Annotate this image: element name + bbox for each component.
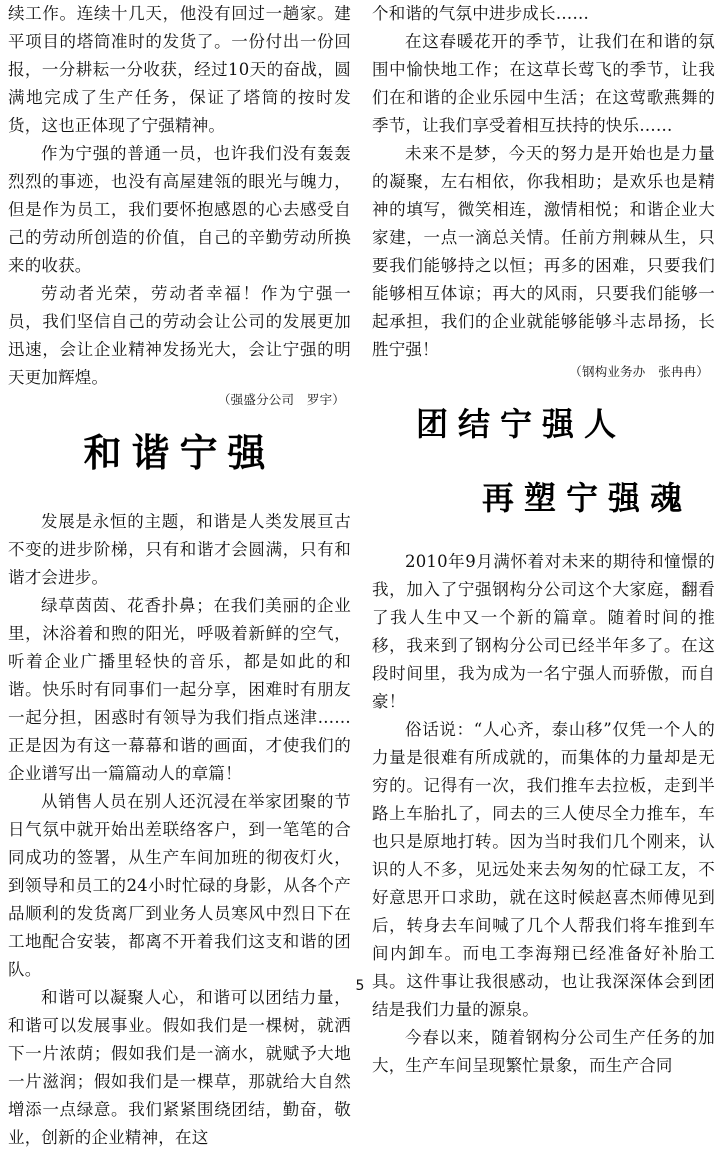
continued-paragraph-3: 未来不是梦，今天的努力是开始也是力量的凝聚，左右相依，你我相助；是欢乐也是精神的填写，微笑相连，激情相悦；和谐企业大家建，一点一滴总关情。任前方荆棘从生，只要我们能够持之以恒；再多的困难，只要我们能够相互体谅；再大的风雨，只要我们能够一起承担，我们的企业就能够能够斗志昂扬，长胜宁强！ — [372, 144, 715, 359]
continued-paragraph-1: 续工作。连续十几天，他没有回过一趟家。建平项目的塔筒准时的发货了。一份付出一份回报，一分耕耘一分收获，经过10天的奋战，圆满地完成了生产任务，保证了塔筒的按时发货，这也正体现了宁强精神。 — [8, 4, 351, 135]
article-paragraph-2: 绿草茵茵、花香扑鼻；在我们美丽的企业里，沐浴着和煦的阳光，呼吸着新鲜的空气，听着企业广播里轻快的音乐，都是如此的和谐。快乐时有同事们一起分享，困难时有朋友一起分担，困惑时有领导为我们指点迷津……正是因为有这一幕幕和谐的画面，才使我们的企业谱写出一篇篇动人的章篇！ — [8, 596, 351, 783]
article-paragraph-1: 发展是永恒的主题，和谐是人类发展亘古不变的进步阶梯，只有和谐才会圆满，只有和谐才会进步。 — [8, 512, 351, 587]
right-column — [372, 0, 715, 1080]
continued-paragraph-2: 在这春暖花开的季节，让我们在和谐的氛围中愉快地工作；在这草长莺飞的季节，让我们在和谐的企业乐园中生活；在这莺歌燕舞的季节，让我们享受着相互扶持的快乐…… — [372, 32, 715, 135]
continued-paragraph-2: 作为宁强的普通一员，也许我们没有轰轰烈烈的事迹，也没有高屋建瓴的眼光与魄力，但是作为员工，我们要怀抱感恩的心去感受自己的劳动所创造的价值，自己的辛勤劳动所换来的收获。 — [8, 144, 351, 275]
article-paragraph-1: 2010年9月满怀着对未来的期待和憧憬的我，加入了宁强钢构分公司这个大家庭，翻看了我人生中又一个新的篇章。随着时间的推移，我来到了钢构分公司已经半年多了。在这段时间里，我为成为一名宁强人而骄傲，而自豪！ — [372, 552, 715, 711]
column-divider — [360, 0, 361, 970]
article-paragraph-3: 今春以来，随着钢构分公司生产任务的加大，生产车间呈现繁忙景象，而生产合同 — [372, 1028, 715, 1075]
continued-paragraph-1: 个和谐的气氛中进步成长…… — [372, 4, 590, 23]
article-paragraph-4: 和谐可以凝聚人心，和谐可以团结力量，和谐可以发展事业。假如我们是一棵树，就洒下一片浓荫；假如我们是一滴水，就赋予大地一片滋润；假如我们是一棵草，那就给大自然增添一点绿意。我们紧紧围绕团结，勤奋，敬业，创新的企业精神，在这 — [8, 988, 351, 1147]
article-title-zaisu-ningqiang-hun: 再塑宁强魂 — [482, 479, 693, 517]
article-title-tuanjie-ningqiang-ren: 团结宁强人 — [416, 405, 627, 443]
article-paragraph-2: 俗话说：“人心齐，泰山移”仅凭一个人的力量是很难有所成就的，而集体的力量却是无穷的。记得有一次，我们推车去拉板，走到半路上车胎扎了，同去的三人使尽全力推车，车也只是原地打转。因为当时我们几个刚来，认识的人不多，见远处来去匆匆的忙碌工友，不好意思开口求助，就在这时候赵喜杰师傅见到后，转身去车间喊了几个人帮我们将车推到车间内卸车。而电工李海翔已经准备好补胎工具。这件事让我很感动，也让我深深体会到团结是我们力量的源泉。 — [372, 720, 715, 1019]
continued-paragraph-3: 劳动者光荣，劳动者幸福！作为宁强一员，我们坚信自己的劳动会让公司的发展更加迅速，会让企业精神发扬光大，会让宁强的明天更加辉煌。 — [8, 284, 351, 387]
author-byline-zhangranran: （钢构业务办 张冉冉） — [569, 364, 709, 379]
author-byline-luoyu: （强盛分公司 罗宇） — [217, 392, 345, 407]
article-paragraph-3: 从销售人员在别人还沉浸在举家团聚的节日气氛中就开始出差联络客户，到一笔笔的合同成功的签署，从生产车间加班的彻夜灯火，到领导和员工的24小时忙碌的身影，从各个产品顺利的发货离厂到业务人员寒风中烈日下在工地配合安装，都离不开着我们这支和谐的团队。 — [8, 792, 351, 979]
page-number: 5 — [355, 978, 365, 994]
article-title-hexie-ningqiang: 和谐宁强 — [83, 431, 276, 475]
